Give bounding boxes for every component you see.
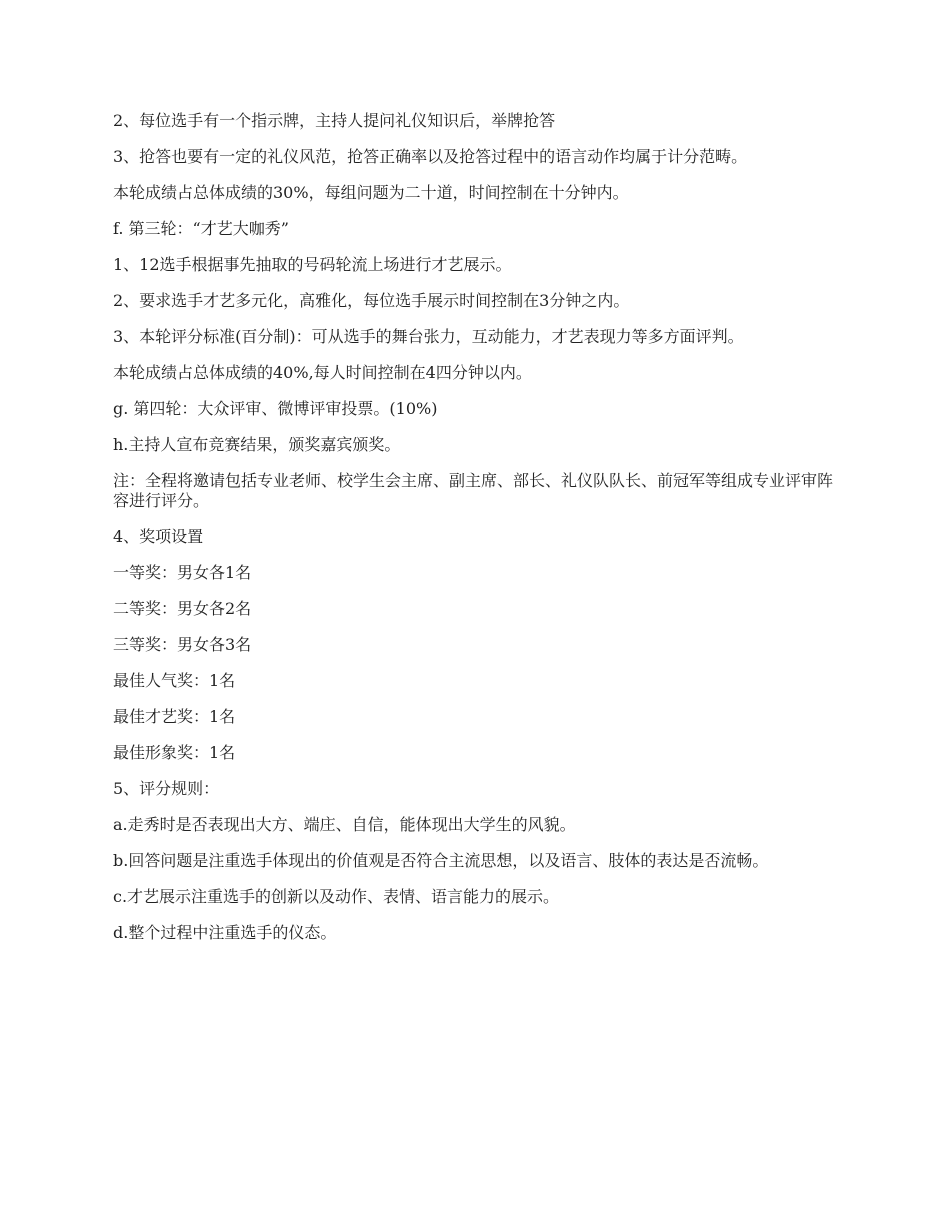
paragraph-round3-rule3: 3、本轮评分标准(百分制)：可从选手的舞台张力，互动能力，才艺表现力等多方面评判。 [113, 327, 744, 346]
heading-scoring-rules: 5、评分规则： [113, 779, 220, 798]
award-best-image: 最佳形象奖：1名 [113, 743, 236, 762]
paragraph-round3-rule1: 1、12选手根据事先抽取的号码轮流上场进行才艺展示。 [113, 255, 512, 274]
heading-round4: g. 第四轮：大众评审、微博评审投票。(10%) [113, 399, 438, 418]
paragraph-round2-rule2: 2、每位选手有一个指示牌，主持人提问礼仪知识后，举牌抢答 [113, 111, 556, 130]
scoring-rule-c: c.才艺展示注重选手的创新以及动作、表情、语言能力的展示。 [113, 887, 560, 906]
paragraph-award-announcement: h.主持人宣布竞赛结果，颁奖嘉宾颁奖。 [113, 435, 401, 454]
award-most-popular: 最佳人气奖：1名 [113, 671, 236, 690]
heading-round3: f. 第三轮：“才艺大咖秀” [113, 219, 289, 238]
award-second-prize: 二等奖：男女各2名 [113, 599, 252, 618]
award-best-talent: 最佳才艺奖：1名 [113, 707, 236, 726]
scoring-rule-d: d.整个过程中注重选手的仪态。 [113, 923, 337, 942]
award-first-prize: 一等奖：男女各1名 [113, 563, 252, 582]
heading-awards: 4、奖项设置 [113, 527, 204, 546]
scoring-rule-b: b.回答问题是注重选手体现出的价值观是否符合主流思想，以及语言、肢体的表达是否流畅。 [113, 851, 769, 870]
paragraph-round2-weight: 本轮成绩占总体成绩的30%，每组问题为二十道，时间控制在十分钟内。 [113, 183, 629, 202]
paragraph-round2-rule3: 3、抢答也要有一定的礼仪风范，抢答正确率以及抢答过程中的语言动作均属于计分范畴。 [113, 147, 748, 166]
paragraph-round3-rule2: 2、要求选手才艺多元化，高雅化，每位选手展示时间控制在3分钟之内。 [113, 291, 630, 310]
award-third-prize: 三等奖：男女各3名 [113, 635, 252, 654]
paragraph-round3-weight: 本轮成绩占总体成绩的40%,每人时间控制在4四分钟以内。 [113, 363, 532, 382]
scoring-rule-a: a.走秀时是否表现出大方、端庄、自信，能体现出大学生的风貌。 [113, 815, 576, 834]
document-body [113, 111, 843, 959]
paragraph-judges-note: 注：全程将邀请包括专业老师、校学生会主席、副主席、部长、礼仪队队长、前冠军等组成专业评审阵容进行评分。 [113, 471, 834, 510]
